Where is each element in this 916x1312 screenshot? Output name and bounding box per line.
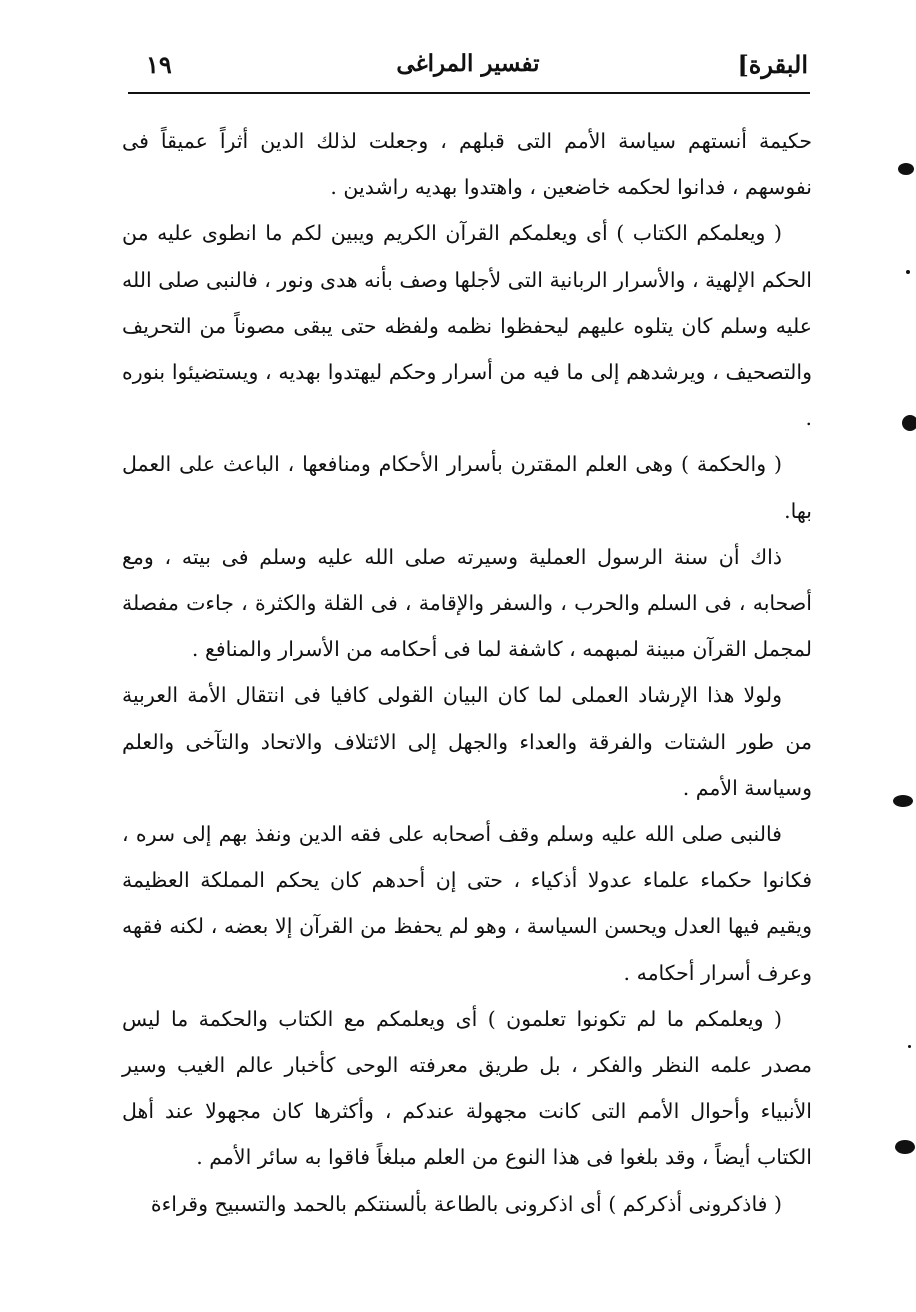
book-title: تفسير المراغى [396, 50, 540, 77]
scan-blot [908, 1045, 911, 1048]
paragraph: ( والحكمة ) وهى العلم المقترن بأسرار الأحكام ومنافعها ، الباعث على العمل بها. [122, 452, 812, 523]
main-text [122, 118, 812, 1227]
paragraph: ( فاذكرونى أذكركم ) أى اذكرونى بالطاعة بألسنتكم بالحمد والتسبيح وقراءة [150, 1191, 782, 1216]
scan-blot [895, 1140, 915, 1154]
scan-blot [906, 270, 910, 274]
scan-blot [893, 795, 913, 807]
paragraph: ( ويعلمكم الكتاب ) أى ويعلمكم القرآن الكريم ويبين لكم ما انطوى عليه من الحكم الإلهية ، والأسرار الربانية التى لأجلها وصف بأنه هدى ونور ، فالنبى صلى الله عليه وسلم كان يتلوه عليهم ليحفظوا نظمه ولفظه حتى يبقى مصوناً من التحريف والتصحيف ، ويرشدهم إلى ما فيه من أسرار وحكم ليهتدوا بهديه ، ويستضيئوا بنوره . [121, 221, 812, 431]
page-number: ١٩ [146, 50, 172, 79]
paragraph: ذاك أن سنة الرسول العملية وسيرته صلى الله عليه وسلم فى بيته ، ومع أصحابه ، فى السلم والحرب ، والسفر والإقامة ، فى القلة والكثرة ، جاءت مفصلة لمجمل القرآن مبينة لمبهمه ، كاشفة لما فى أحكامه من الأسرار والمنافع . [122, 544, 812, 662]
paragraph: ( ويعلمكم ما لم تكونوا تعلمون ) أى ويعلمكم مع الكتاب والحكمة ما ليس مصدر علمه النظر والفكر ، بل طريق معرفته الوحى كأخبار عالم الغيب وسير الأنبياء وأحوال الأمم التى كانت مجهولة عندكم ، وأكثرها كان مجهولا عند أهل الكتاب أيضاً ، وقد بلغوا فى هذا النوع من العلم مبلغاً فاقوا به سائر الأمم . [122, 1006, 812, 1170]
scan-blot [902, 415, 916, 431]
paragraph: فالنبى صلى الله عليه وسلم وقف أصحابه على فقه الدين ونفذ بهم إلى سره ، فكانوا حكماء علماء عدولا أذكياء ، حتى إن أحدهم كان يحكم المملكة العظيمة ويقيم فيها العدل ويحسن السياسة ، وهو لم يحفظ من القرآن إلا بعضه ، لكنه فقهه وعرف أسرار أحكامه . [122, 822, 812, 985]
page-header [128, 40, 808, 92]
surah-name: البقرة] [737, 50, 808, 79]
header-divider [128, 92, 810, 94]
paragraph: حكيمة أنستهم سياسة الأمم التى قبلهم ، وجعلت لذلك الدين أثراً عميقاً فى نفوسهم ، فدانوا لحكمه خاضعين ، واهتدوا بهديه راشدين . [122, 129, 812, 200]
paragraph: ولولا هذا الإرشاد العملى لما كان البيان القولى كافيا فى انتقال الأمة العربية من طور الشتات والفرقة والعداء والجهل إلى الائتلاف والاتحاد والتآخى والعلم وسياسة الأمم . [122, 683, 812, 800]
scan-blot [898, 163, 914, 175]
